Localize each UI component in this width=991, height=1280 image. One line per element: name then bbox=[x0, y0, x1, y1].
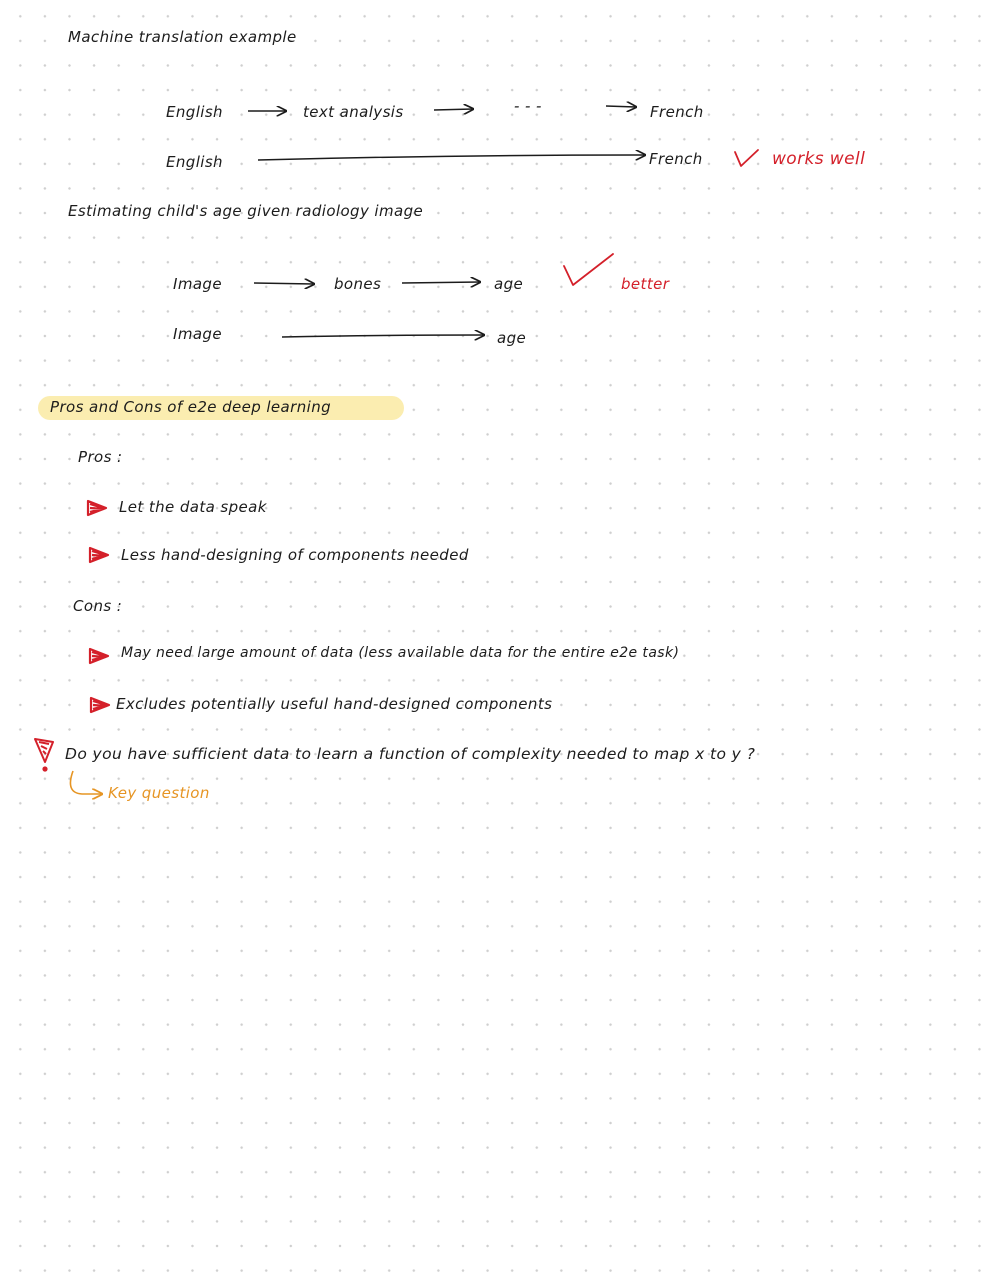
cons-item: May need large amount of data (less available data for the entire e2e task) bbox=[121, 645, 680, 661]
age-row1-step: bones bbox=[334, 275, 382, 293]
checkmark-icon bbox=[564, 254, 613, 285]
arrow bbox=[254, 283, 314, 284]
page-title: Machine translation example bbox=[68, 28, 297, 46]
bullet-icon bbox=[86, 499, 108, 517]
bullet-icon bbox=[89, 696, 111, 714]
bullet-icon bbox=[88, 546, 110, 564]
pros-item: Let the data speak bbox=[119, 498, 267, 516]
key-question-note: Key question bbox=[108, 784, 210, 802]
pros-label: Pros : bbox=[78, 448, 123, 466]
key-question: Do you have sufficient data to learn a function of complexity needed to map x to y ? bbox=[65, 745, 756, 763]
mt-row2-source: English bbox=[166, 153, 223, 171]
arrow bbox=[282, 335, 484, 337]
section-title: Pros and Cons of e2e deep learning bbox=[50, 398, 332, 416]
arrow bbox=[402, 282, 480, 283]
mt-row1-ellipsis: - - - bbox=[514, 97, 542, 115]
age-row1-source: Image bbox=[173, 275, 222, 293]
cons-item: Excludes potentially useful hand-designed components bbox=[116, 695, 553, 713]
hook-arrow bbox=[70, 771, 102, 794]
mt-row1-target: French bbox=[650, 103, 704, 121]
age-row1-target: age bbox=[494, 275, 524, 293]
bullet-icon bbox=[88, 647, 110, 665]
mt-row2-note: works well bbox=[772, 149, 866, 169]
age-row2-target: age bbox=[497, 329, 527, 347]
age-row1-note: better bbox=[621, 275, 670, 293]
mt-row2-target: French bbox=[649, 150, 703, 168]
age-row2-source: Image bbox=[173, 325, 222, 343]
arrow bbox=[606, 106, 636, 107]
mt-row1-step: text analysis bbox=[303, 103, 404, 121]
arrow bbox=[258, 155, 645, 160]
cons-label: Cons : bbox=[73, 597, 123, 615]
warning-icon bbox=[33, 736, 55, 774]
checkmark-icon bbox=[735, 150, 758, 166]
mt-row1-source: English bbox=[166, 103, 223, 121]
age-heading: Estimating child's age given radiology image bbox=[68, 202, 424, 220]
arrow bbox=[434, 109, 473, 110]
pros-item: Less hand-designing of components needed bbox=[121, 546, 469, 564]
